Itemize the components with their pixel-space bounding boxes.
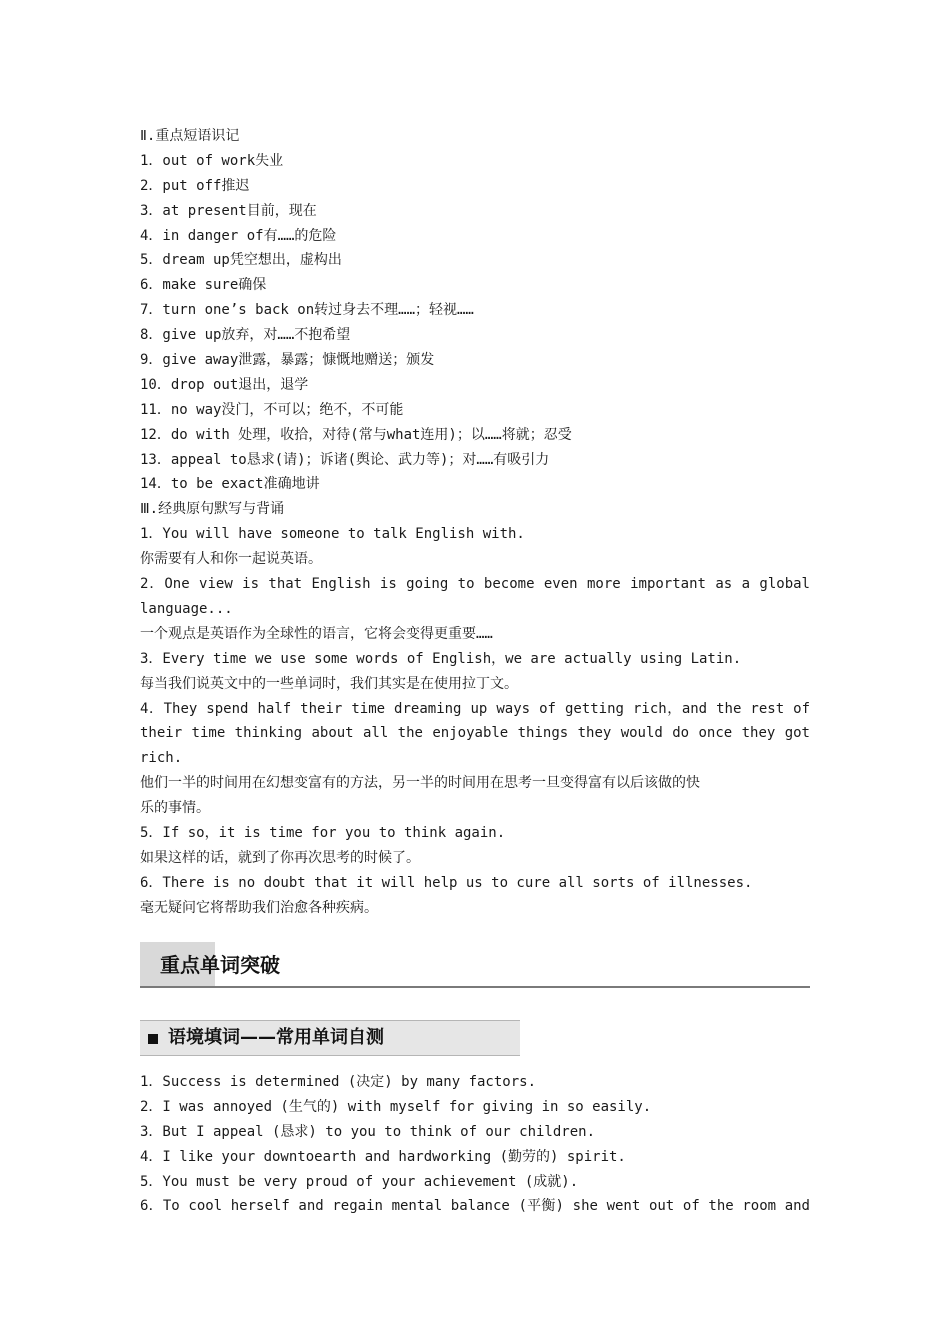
- sentence-cn: 你需要有人和你一起说英语。: [140, 551, 322, 568]
- phrase-item: 10．drop out退出，退学: [140, 376, 309, 393]
- sentence-cn: 如果这样的话，就到了你再次思考的时候了。: [140, 849, 420, 866]
- exercise-item: 2．I was annoyed (生气的) with myself for giving in so easily.: [140, 1098, 652, 1115]
- phrase-item: 8．give up放弃，对……不抱希望: [140, 327, 351, 344]
- phrase-item: 14．to be exact准确地讲: [140, 476, 320, 493]
- sentence-cn: 他们一半的时间用在幻想变富有的方法，另一半的时间用在思考一旦变得富有以后该做的快: [140, 775, 700, 792]
- section-banner: [140, 942, 810, 988]
- phrase-item: 7．turn one’s back on转过身去不理……；轻视……: [140, 302, 474, 319]
- phrase-item: 9．give away泄露，暴露；慷慨地赠送；颁发: [140, 352, 435, 369]
- exercise-item: 4．I like your downtoearth and hardworking (勤劳的) spirit.: [140, 1148, 626, 1165]
- phrase-and-sentence-section: [140, 124, 810, 921]
- sentence-en: 5．If so，it is time for you to think again.: [140, 825, 506, 842]
- phrase-item: 3．at present目前，现在: [140, 202, 317, 219]
- exercise-item: 1．Success is determined (决定) by many factors.: [140, 1074, 537, 1090]
- sentence-en-cont: rich.: [140, 750, 183, 767]
- sentence-en-cont: their time thinking about all the enjoyable things they would do once they got: [140, 725, 810, 742]
- phrase-item: 5．dream up凭空想出，虚构出: [140, 252, 342, 269]
- phrase-item: 13．appeal to恳求(请)；诉诸(舆论、武力等)；对……有吸引力: [140, 451, 550, 468]
- phrase-item: 1．out of work失业: [140, 152, 284, 169]
- subsection-header: [140, 1020, 520, 1056]
- phrase-item: 2．put off推迟: [140, 177, 250, 194]
- sentence-cn: 每当我们说英文中的一些单词时，我们其实是在使用拉丁文。: [140, 675, 518, 692]
- section-heading-phrases: Ⅱ.重点短语识记: [140, 128, 240, 144]
- sentence-en: 3．Every time we use some words of English，we are actually using Latin.: [140, 650, 742, 667]
- subsection-title: 语境填词——常用单词自测: [168, 1027, 384, 1048]
- sentence-cn: 一个观点是英语作为全球性的语言，它将会变得更重要……: [140, 625, 493, 642]
- phrase-item: 11．no way没门，不可以；绝不，不可能: [140, 401, 404, 418]
- sentence-en: 1．You will have someone to talk English with.: [140, 526, 525, 543]
- sentence-cn-cont: 乐的事情。: [140, 800, 210, 817]
- exercise-item: 3．But I appeal (恳求) to you to think of our children.: [140, 1123, 596, 1140]
- exercise-item: 5．You must be very proud of your achievement (成就).: [140, 1173, 579, 1190]
- sentence-en-cont: language...: [140, 600, 233, 617]
- sentence-cn: 毫无疑问它将帮助我们治愈各种疾病。: [140, 899, 378, 916]
- sentence-en: 4．They spend half their time dreaming up ways of getting rich，and the rest of: [140, 700, 810, 717]
- sentence-en: 6．There is no doubt that it will help us to cure all sorts of illnesses.: [140, 874, 753, 891]
- banner-title: 重点单词突破: [160, 953, 280, 977]
- phrase-item: 12．do with 处理，收拾，对待(常与what连用)；以……将就；忍受: [140, 426, 572, 443]
- section-heading-sentences: Ⅲ.经典原句默写与背诵: [140, 501, 285, 518]
- word-fill-section: [140, 1070, 810, 1219]
- phrase-item: 4．in danger of有……的危险: [140, 227, 337, 244]
- exercise-item: 6．To cool herself and regain mental balance (平衡) she went out of the room and: [140, 1198, 810, 1215]
- square-bullet-icon: [148, 1034, 158, 1044]
- sentence-en: 2．One view is that English is going to become even more important as a global: [140, 576, 810, 593]
- phrase-item: 6．make sure确保: [140, 277, 267, 294]
